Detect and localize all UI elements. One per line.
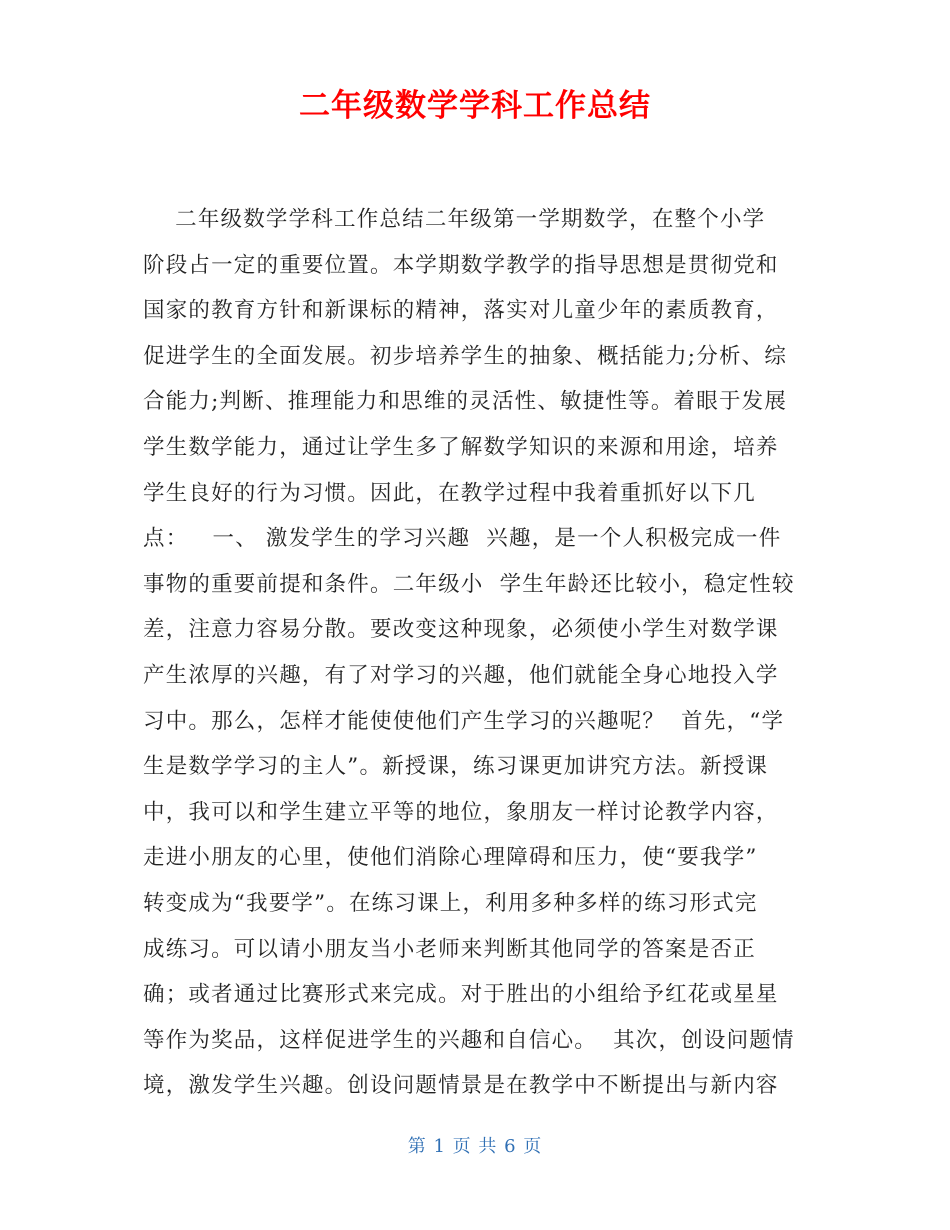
document-title: 二年级数学学科工作总结 [299, 88, 651, 124]
body-line: 产生浓厚的兴趣，有了对学习的兴趣，他们就能全身心地投入学 [143, 662, 779, 688]
body-line: 境，激发学生兴趣。创设问题情景是在教学中不断提出与新内容 [143, 1073, 779, 1099]
body-line: 等作为奖品，这样促进学生的兴趣和自信心。 其次，创设问题情 [143, 1027, 795, 1053]
body-line: 学生良好的行为习惯。因此，在教学过程中我着重抓好以下几 [143, 480, 756, 506]
page-number-footer: 第 1 页 共 6 页 [407, 1136, 543, 1157]
body-line: 习中。那么，怎样才能使使他们产生学习的兴趣呢？ 首先，“学 [143, 708, 785, 734]
body-line: 中，我可以和学生建立平等的地位，象朋友一样讨论教学内容， [143, 799, 779, 825]
document-body [143, 197, 809, 1109]
body-line: 国家的教育方针和新课标的精神，落实对儿童少年的素质教育， [143, 298, 779, 324]
body-line: 事物的重要前提和条件。二年级小 学生年龄还比较小，稳定性较 [143, 571, 795, 597]
body-line: 成练习。可以请小朋友当小老师来判断其他同学的答案是否正 [143, 936, 756, 962]
body-line: 促进学生的全面发展。初步培养学生的抽象、概括能力;分析、综 [143, 343, 788, 369]
body-line: 生是数学学习的主人”。新授课，练习课更加讲究方法。新授课 [143, 754, 769, 780]
body-line: 二年级数学学科工作总结二年级第一学期数学，在整个小学 [143, 207, 766, 232]
body-line: 学生数学能力，通过让学生多了解数学知识的来源和用途，培养 [143, 434, 779, 460]
body-line: 转变成为“我要学”。在练习课上，利用多种多样的练习形式完 [143, 890, 758, 916]
body-line: 阶段占一定的重要位置。本学期数学教学的指导思想是贯彻党和 [143, 252, 779, 278]
body-line: 合能力;判断、推理能力和思维的灵活性、敏捷性等。着眼于发展 [143, 389, 788, 415]
body-line: 走进小朋友的心里，使他们消除心理障碍和压力，使“要我学” [143, 845, 758, 871]
body-line: 点： 一、 激发学生的学习兴趣 兴趣，是一个人积极完成一件 [143, 526, 782, 552]
body-line: 确；或者通过比赛形式来完成。对于胜出的小组给予红花或星星 [143, 982, 779, 1008]
body-line: 差，注意力容易分散。要改变这种现象，必须使小学生对数学课 [143, 617, 779, 643]
